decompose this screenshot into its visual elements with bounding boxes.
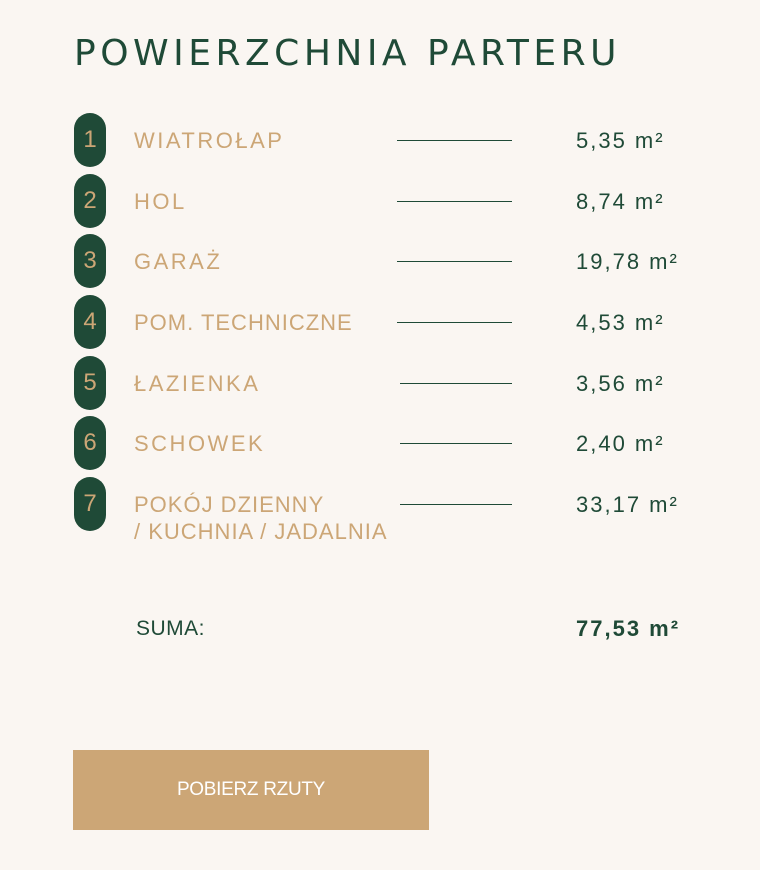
row-divider-line xyxy=(400,504,512,505)
row-divider-line xyxy=(397,201,512,202)
download-plans-button[interactable]: POBIERZ RZUTY xyxy=(73,750,429,830)
room-name xyxy=(134,491,388,545)
room-area: 3,56 m² xyxy=(576,371,665,396)
room-name: SCHOWEK xyxy=(134,431,266,456)
room-row-2 xyxy=(0,174,760,230)
room-row-7 xyxy=(0,477,760,544)
row-divider-line xyxy=(397,140,512,141)
room-row-1 xyxy=(0,113,760,169)
room-number-badge: 2 xyxy=(74,174,106,228)
room-name: ŁAZIENKA xyxy=(134,371,261,396)
room-area: 4,53 m² xyxy=(576,310,665,335)
room-area: 19,78 m² xyxy=(576,249,679,274)
room-name-line1: POKÓJ DZIENNY xyxy=(134,492,325,517)
room-area: 2,40 m² xyxy=(576,431,665,456)
room-number-badge: 6 xyxy=(74,416,106,470)
room-name: WIATROŁAP xyxy=(134,128,285,153)
row-divider-line xyxy=(397,261,512,262)
room-name: GARAŻ xyxy=(134,249,223,274)
room-row-3 xyxy=(0,234,760,290)
room-area: 33,17 m² xyxy=(576,492,679,517)
room-name: POM. TECHNICZNE xyxy=(134,310,353,335)
room-row-6 xyxy=(0,416,760,472)
total-area-value: 77,53 m² xyxy=(576,616,681,641)
room-number-badge: 4 xyxy=(74,295,106,349)
room-number-badge: 7 xyxy=(74,477,106,531)
room-area: 5,35 m² xyxy=(576,128,665,153)
room-number-badge: 5 xyxy=(74,356,106,410)
row-divider-line xyxy=(400,443,512,444)
room-row-5 xyxy=(0,356,760,412)
room-area: 8,74 m² xyxy=(576,189,665,214)
row-divider-line xyxy=(400,383,512,384)
room-number-badge: 3 xyxy=(74,234,106,288)
total-label: SUMA: xyxy=(136,617,206,640)
page-title: POWIERZCHNIA PARTERU xyxy=(74,33,622,74)
room-number-badge: 1 xyxy=(74,113,106,167)
row-divider-line xyxy=(397,322,512,323)
room-name: HOL xyxy=(134,189,187,214)
room-name-line2: / KUCHNIA / JADALNIA xyxy=(134,519,388,544)
room-row-4 xyxy=(0,295,760,351)
